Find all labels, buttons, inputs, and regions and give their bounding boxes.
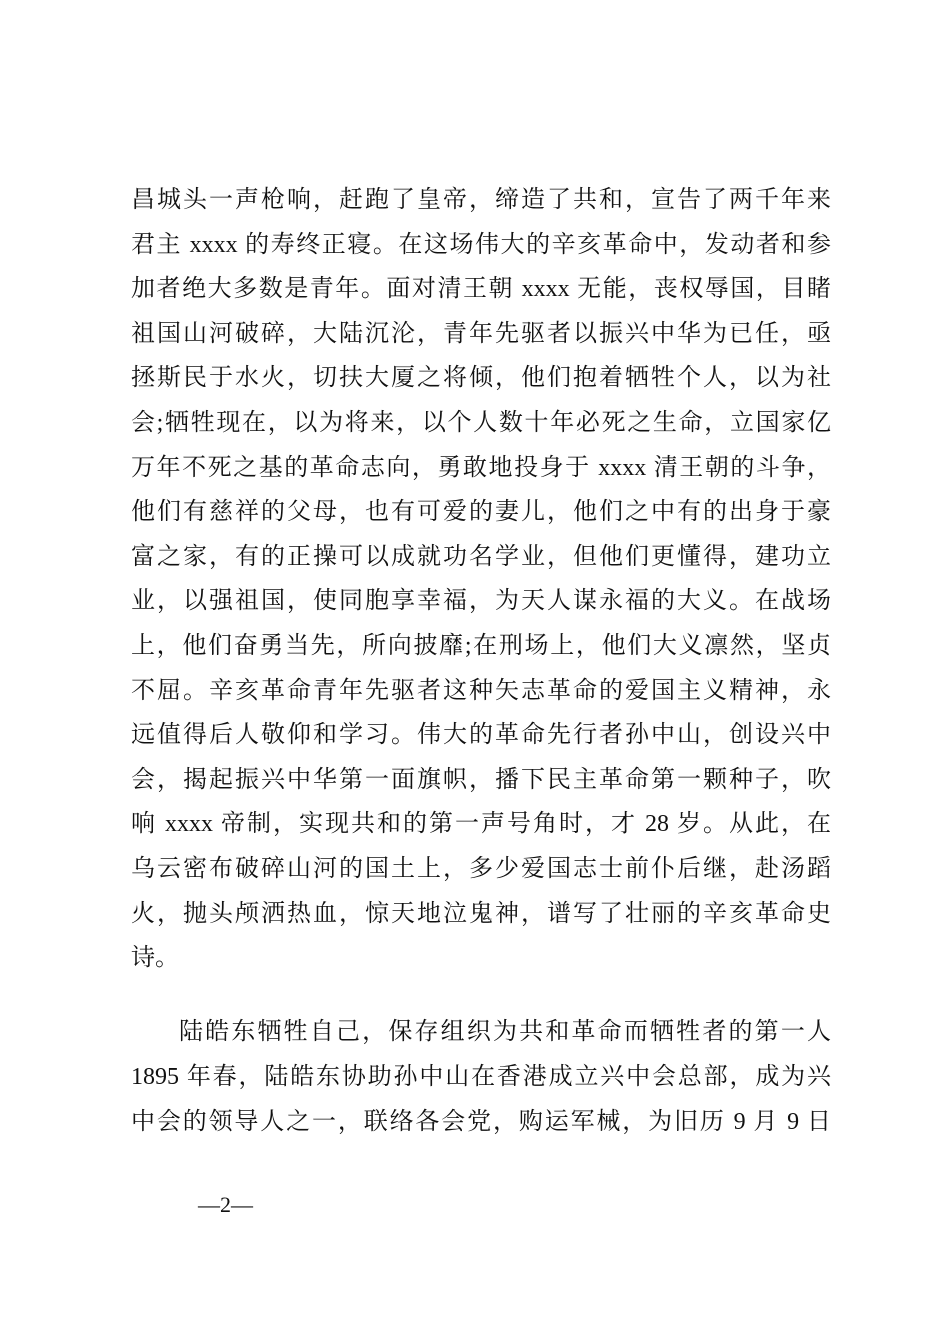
text-line: 业，以强祖国，使同胞享幸福，为天人谋永福的大义。在战场 (131, 588, 831, 615)
text-line: 会，揭起振兴中华第一面旗帜，播下民主革命第一颗种子，吹 (131, 766, 831, 793)
text-line: 不屈。辛亥革命青年先驱者这种矢志革命的爱国主义精神，永 (131, 677, 831, 704)
text-line: 会;牺牲现在，以为将来，以个人数十年必死之生命，立国家亿 (131, 410, 831, 436)
text-line: 响 xxxx 帝制，实现共和的第一声号角时，才 28 岁。从此，在 (131, 811, 831, 838)
text-line: 诗。 (131, 945, 179, 972)
text-line: 远值得后人敬仰和学习。伟大的革命先行者孙中山，创设兴中 (131, 722, 831, 749)
text-line: 祖国山河破碎，大陆沉沦，青年先驱者以振兴中华为已任，亟 (131, 320, 831, 347)
text-line: 陆皓东牺牲自己，保存组织为共和革命而牺牲者的第一人 (179, 1019, 831, 1045)
text-line: 他们有慈祥的父母，也有可爱的妻儿，他们之中有的出身于豪 (131, 499, 831, 526)
text-line: 君主 xxxx 的寿终正寝。在这场伟大的辛亥革命中，发动者和参 (131, 231, 831, 258)
text-line: 火，抛头颅洒热血，惊天地泣鬼神，谱写了壮丽的辛亥革命史 (131, 900, 831, 927)
text-line: 上，他们奋勇当先，所向披靡;在刑场上，他们大义凛然，坚贞 (131, 633, 831, 659)
text-line: 乌云密布破碎山河的国土上，多少爱国志士前仆后继，赴汤蹈 (131, 856, 831, 882)
text-line: 加者绝大多数是青年。面对清王朝 xxxx 无能，丧权辱国，目睹 (131, 276, 831, 303)
text-line: 万年不死之基的革命志向，勇敢地投身于 xxxx 清王朝的斗争， (131, 454, 831, 481)
text-line: 富之家，有的正操可以成就功名学业，但他们更懂得，建功立 (131, 543, 831, 570)
page-number: —2— (198, 1192, 253, 1217)
text-line: 昌城头一声枪响，赶跑了皇帝，缔造了共和，宣告了两千年来 (131, 187, 831, 213)
text-line: 拯斯民于水火，切扶大厦之将倾，他们抱着牺牲个人，以为社 (131, 365, 831, 392)
text-line: 中会的领导人之一，联络各会党，购运军械，为旧历 9 月 9 日 (131, 1109, 831, 1135)
text-line: 1895 年春，陆皓东协助孙中山在香港成立兴中会总部，成为兴 (131, 1064, 831, 1090)
